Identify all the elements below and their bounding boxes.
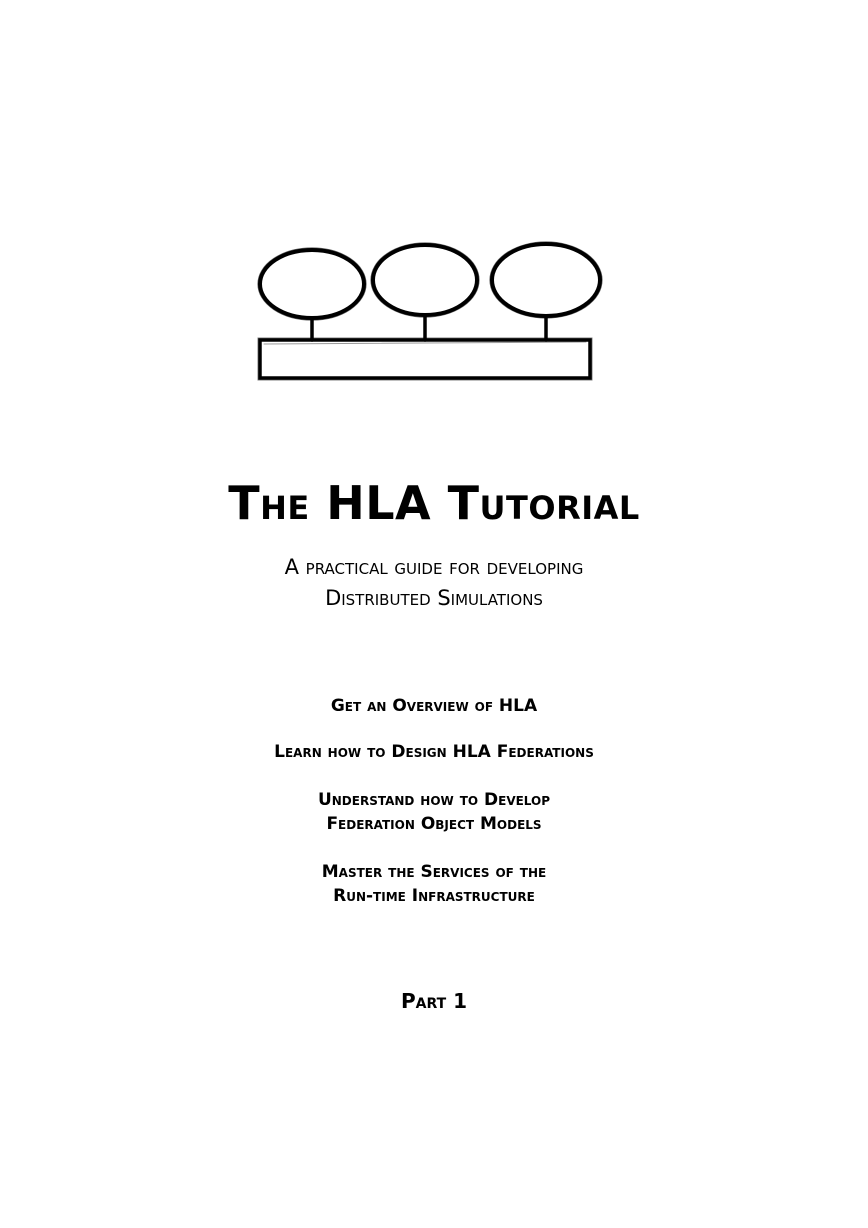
- feature-line: Run-time Infrastructure: [333, 886, 535, 906]
- subtitle-line: Distributed Simulations: [325, 586, 543, 610]
- subtitle-line: A practical guide for developing: [284, 555, 584, 579]
- page-title: The HLA Tutorial: [228, 476, 640, 530]
- feature-item: [0, 788, 868, 836]
- feature-line: Federation Object Models: [326, 814, 542, 834]
- feature-line: Master the Services of the: [321, 862, 547, 882]
- feature-item: [0, 860, 868, 908]
- federate-oval-1: [260, 250, 364, 318]
- federate-oval-3: [492, 244, 600, 316]
- hla-federation-logo-icon: [250, 236, 606, 388]
- part-label: Part 1: [400, 989, 468, 1013]
- feature-item: [0, 694, 868, 718]
- feature-line: Learn how to Design HLA Federations: [274, 742, 594, 762]
- federate-oval-2: [373, 245, 477, 315]
- feature-line: Understand how to Develop: [317, 790, 551, 810]
- subtitle: [0, 552, 868, 614]
- rti-bus-bar: [260, 340, 590, 378]
- feature-line: Get an Overview of HLA: [330, 696, 538, 716]
- feature-item: [0, 740, 868, 764]
